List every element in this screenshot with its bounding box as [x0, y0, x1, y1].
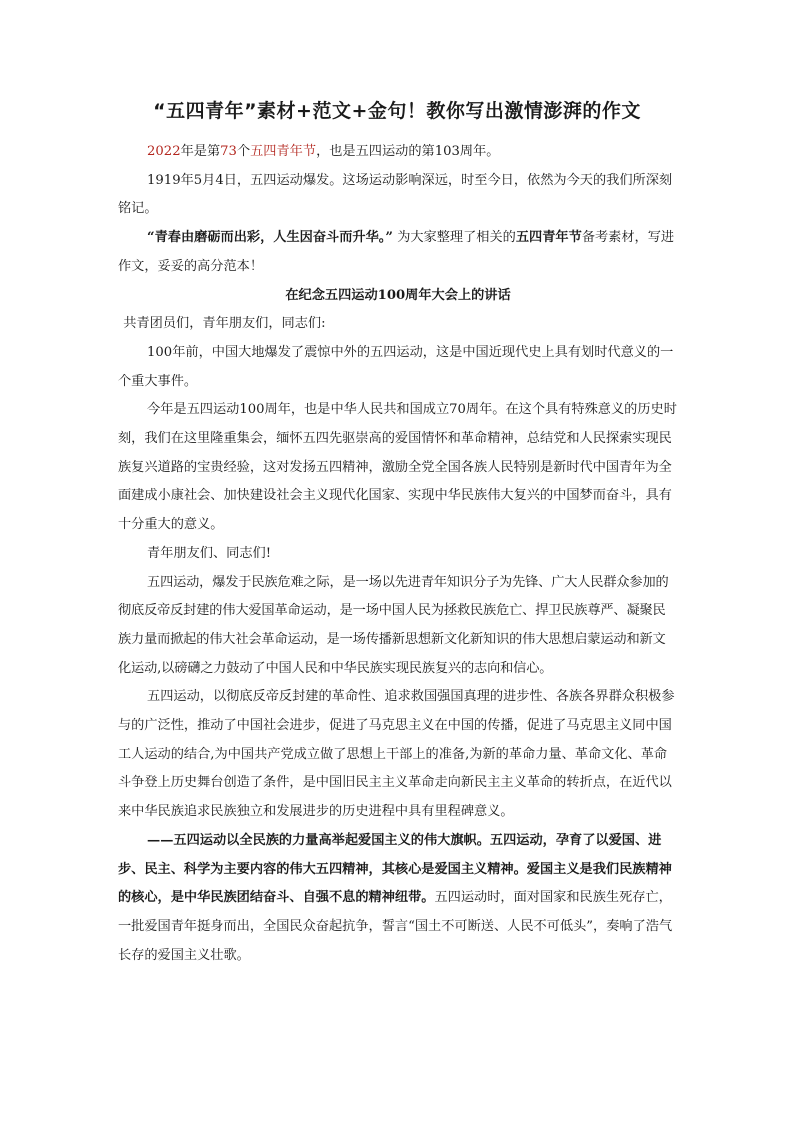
final-paragraph: [118, 827, 678, 971]
body-paragraph: 100年前，中国大地爆发了震惊中外的五四运动，这是中国近现代史上具有划时代意义的一个重大事件。: [118, 344, 674, 389]
count-highlight: 73: [220, 144, 237, 159]
speech-title: 在纪念五四运动100周年大会上的讲话: [285, 287, 511, 303]
body-paragraph: 五四运动，以彻底反帝反封建的革命性、追求救国强国真理的进步性、各族各界群众积极参与的广泛性，推动了中国社会进步，促进了马克思主义在中国的传播，促进了马克思主义同中国工人运动的结合,为中国共产党成立做了思想上干部上的准备,为新的革命力量、革命文化、革命斗争登上历史舞台创造了条件，是中国旧民主主义革命走向新民主主义革命的转折点，在近代以来中华民族追求民族独立和发展进步的历史进程中具有里程碑意义。: [118, 689, 675, 820]
intro-paragraph: 2022年是第73个五四青年节，也是五四运动的第103周年。: [147, 144, 500, 159]
history-paragraph: 1919年5月4日，五四运动爆发。这场运动影响深远，时至今日，依然为今天的我们所深刻铭记。: [118, 172, 673, 217]
article-title: “五四青年”素材+范文+金句！教你写出激情澎湃的作文: [153, 100, 641, 122]
final-normal-text: 五四运动时，面对国家和民族生死存亡，一批爱国青年挺身而出，全国民众奋起抗争，誓言“国土不可断送、人民不可低头”，奏响了浩气长存的爱国主义壮歌。: [118, 890, 673, 963]
body-paragraph: 青年朋友们、同志们!: [147, 545, 272, 561]
article-body: [118, 138, 678, 970]
body-paragraph: 五四运动，爆发于民族危难之际，是一场以先进青年知识分子为先锋、广大人民群众参加的彻底反帝反封建的伟大爱国革命运动，是一场中国人民为拯救民族危亡、捍卫民族尊严、凝聚民族力量而掀起的伟大社会革命运动，是一场传播新思想新文化新知识的伟大思想启蒙运动和新文化运动,以磅礴之力鼓动了中国人民和中华民族实现民族复兴的志向和信心。: [118, 574, 669, 676]
final-bold-text: ——五四运动以全民族的力量高举起爱国主义的伟大旗帜。五四运动，孕育了以爱国、进步、民主、科学为主要内容的伟大五四精神，其核心是爱国主义精神。爱国主义是我们民族精神的核心，是中华民族团结奋斗、自强不息的精神纽带。: [118, 832, 672, 906]
quote-paragraph: “青春由磨砺而出彩，人生因奋斗而升华。” 为大家整理了相关的五四青年节备考素材，写进作文，妥妥的高分范本！: [118, 230, 675, 274]
year-highlight: 2022: [147, 144, 181, 159]
youth-quote: “青春由磨砺而出彩，人生因奋斗而升华。”: [147, 230, 393, 246]
greeting: 共青团员们，青年朋友们，同志们:: [123, 316, 326, 332]
body-paragraph: 今年是五四运动100周年，也是中华人民共和国成立70周年。在这个具有特殊意义的历史时刻，我们在这里隆重集会，缅怀五四先驱崇高的爱国情怀和革命精神，总结党和人民探索实现民族复兴道路的宝贵经验，这对发扬五四精神，激励全党全国各族人民特别是新时代中国青年为全面建成小康社会、加快建设社会主义现代化国家、实现中华民族伟大复兴的中国梦而奋斗，具有十分重大的意义。: [118, 402, 677, 533]
festival-highlight: 五四青年节: [250, 144, 317, 159]
festival-bold: 五四青年节: [515, 230, 582, 246]
